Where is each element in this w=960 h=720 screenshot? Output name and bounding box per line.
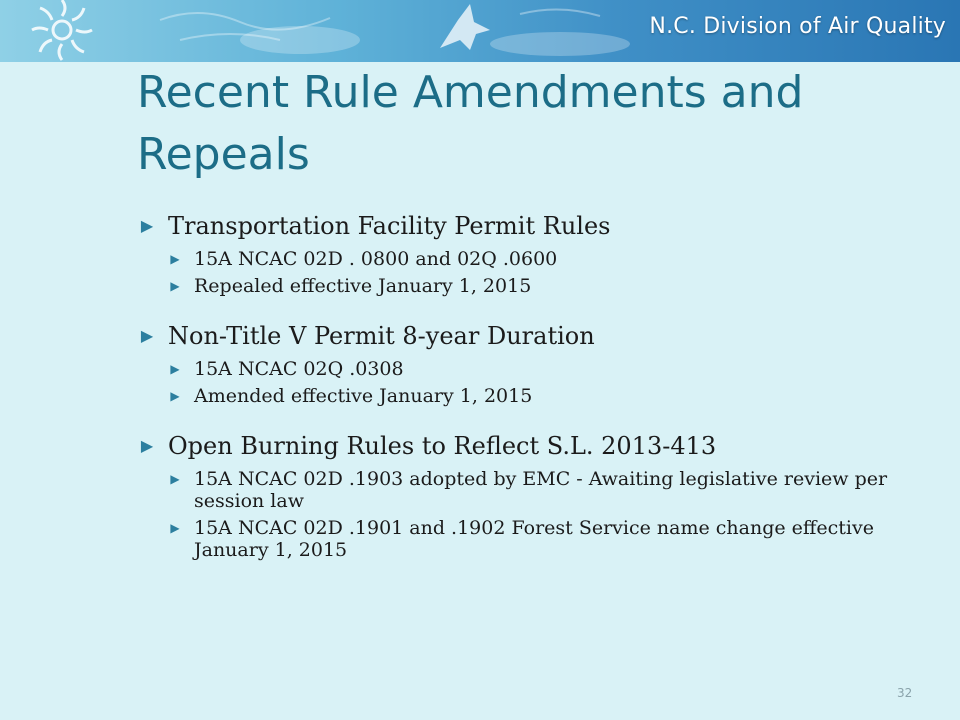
bullet-heading-text: Transportation Facility Permit Rules — [168, 212, 611, 240]
bullet-heading — [138, 209, 928, 243]
sub-bullet-text: Repealed effective January 1, 2015 — [194, 275, 532, 297]
sub-bullet — [138, 358, 928, 380]
bullet-section — [138, 319, 928, 407]
sub-bullet-text: 15A NCAC 02Q .0308 — [194, 358, 404, 380]
sub-bullet — [138, 385, 928, 407]
bird-icon — [440, 4, 490, 50]
bullet-heading-text: Non-Title V Permit 8-year Duration — [168, 322, 595, 350]
page-number: 32 — [897, 686, 913, 700]
organization-name: N.C. Division of Air Quality — [649, 14, 946, 39]
header-banner — [0, 0, 960, 62]
sun-logo-icon — [32, 0, 92, 60]
arrow-bullet-icon: ▶ — [170, 279, 180, 293]
bullet-section — [138, 429, 928, 561]
cloud-icon — [240, 26, 630, 56]
slide-title: Recent Rule Amendments and Repeals — [137, 67, 804, 180]
arrow-bullet-icon: ▶ — [170, 389, 180, 403]
bullet-section — [138, 209, 928, 297]
slide-content — [138, 209, 928, 583]
arrow-bullet-icon: ▶ — [140, 216, 154, 235]
sub-bullet-text: 15A NCAC 02D .1901 and .1902 Forest Service name change effective January 1, 2015 — [194, 517, 874, 561]
sub-bullet-text: 15A NCAC 02D . 0800 and 02Q .0600 — [194, 248, 558, 270]
arrow-bullet-icon: ▶ — [140, 436, 154, 455]
arrow-bullet-icon: ▶ — [170, 252, 180, 266]
arrow-bullet-icon: ▶ — [170, 521, 180, 535]
sub-bullet — [138, 517, 928, 561]
sub-bullet — [138, 275, 928, 297]
arrow-bullet-icon: ▶ — [170, 472, 180, 486]
sub-bullet-text: 15A NCAC 02D .1903 adopted by EMC - Awaiting legislative review per session law — [194, 468, 888, 512]
sub-bullet — [138, 468, 928, 512]
bullet-heading — [138, 429, 928, 463]
arrow-bullet-icon: ▶ — [170, 362, 180, 376]
sub-bullet-text: Amended effective January 1, 2015 — [194, 385, 533, 407]
sub-bullet — [138, 248, 928, 270]
bullet-heading-text: Open Burning Rules to Reflect S.L. 2013-413 — [168, 432, 717, 460]
arrow-bullet-icon: ▶ — [140, 326, 154, 345]
bullet-heading — [138, 319, 928, 353]
